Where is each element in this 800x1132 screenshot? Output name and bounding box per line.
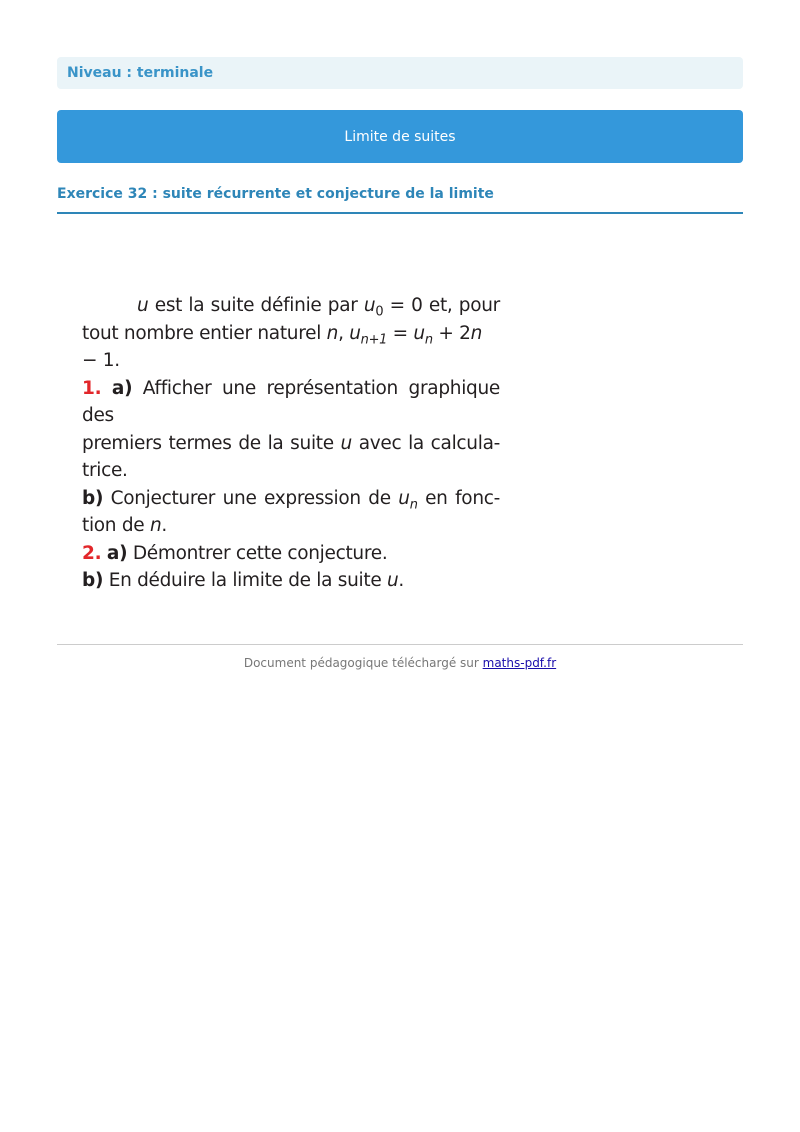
chapter-banner	[57, 110, 743, 163]
question-2b: b) En déduire la limite de la suite u.	[82, 570, 405, 591]
question-number-2: 2.	[82, 542, 102, 564]
question-1b-line-1: b) Conjecturer une expression de $u_n$ en fonc-	[82, 487, 500, 513]
intro-line-1: u est la suite définie par $u_0 = 0$ et, pour	[137, 295, 500, 320]
level-text: Niveau : terminale	[67, 65, 214, 81]
footer-site-link[interactable]: maths-pdf.fr	[482, 656, 557, 670]
question-1a-line-2: premiers termes de la suite u avec la calcula-	[82, 432, 500, 454]
footer-divider	[57, 644, 743, 645]
question-1a-line-3: trice.	[82, 460, 128, 481]
question-2a: 2. a) Démontrer cette conjecture.	[82, 542, 388, 564]
intro-line-2: tout nombre entier naturel n, $u_{n+1} = u_n + 2n - 1$.	[82, 322, 483, 371]
level-badge	[57, 57, 743, 89]
footer	[57, 656, 743, 670]
exercise-title: Exercice 32 : suite récurrente et conjecture de la limite	[57, 186, 494, 202]
exercise-statement	[82, 292, 500, 595]
chapter-title: Limite de suites	[344, 128, 456, 145]
exercise-title-divider	[57, 212, 743, 214]
question-1a-line-1: 1. a) Afficher une représentation graphique des	[82, 377, 500, 426]
footer-text: Document pédagogique téléchargé sur	[243, 656, 483, 670]
question-number-1: 1.	[82, 377, 102, 399]
question-1b-line-2: tion de n.	[82, 515, 167, 536]
